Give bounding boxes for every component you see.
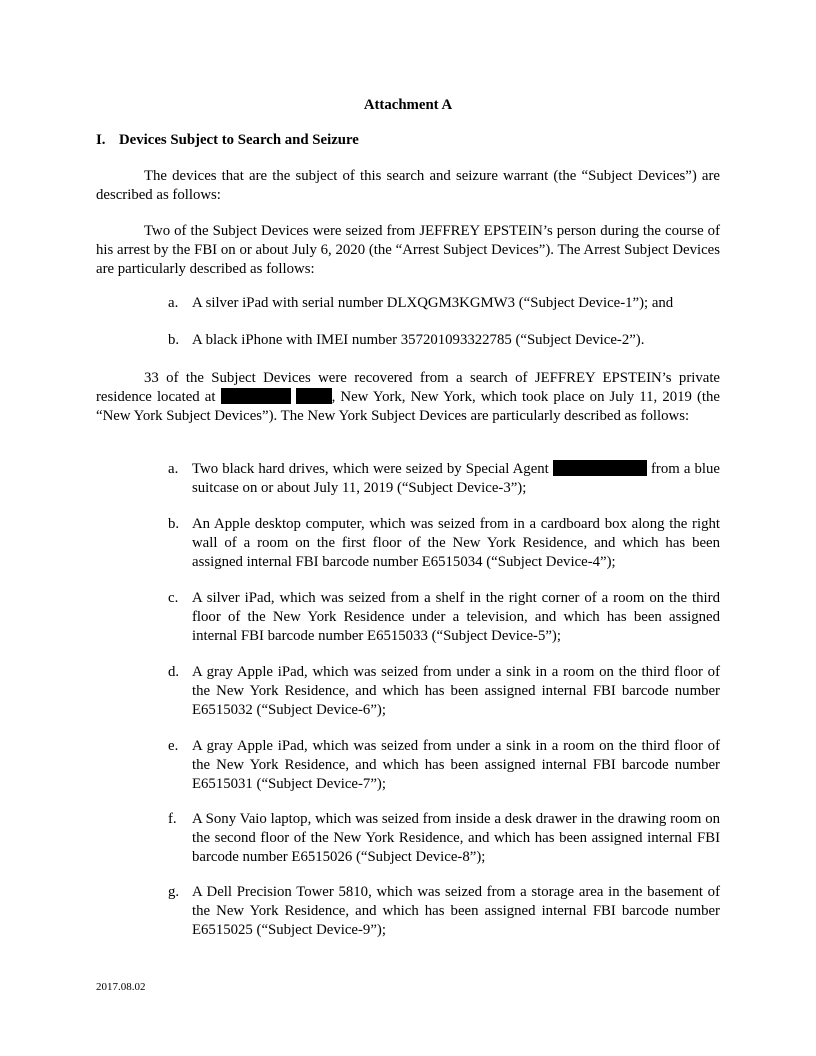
list-item-label: g. xyxy=(168,884,180,900)
list-item-text-before: Two black hard drives, which were seized by Special Agent xyxy=(192,461,553,477)
list-item-text: A Sony Vaio laptop, which was seized from inside a desk drawer in the drawing room on the second floor of the New York Residence, and which has been assigned internal FBI barcode number E6515026 (“Subject Device-8”); xyxy=(192,811,720,865)
footer-date: 2017.08.02 xyxy=(96,981,146,993)
redaction-block xyxy=(296,388,332,404)
section-number: I. xyxy=(96,132,106,148)
list-item-text: A gray Apple iPad, which was seized from under a sink in a room on the third floor of the New York Residence, and which has been assigned internal FBI barcode number E6515032 (“Subject Device-6”); xyxy=(192,664,720,718)
ny-paragraph-text-after: , New York, New York, which took place on July 11, 2019 (the “New York Subject Devices”). The New York Subject Devices are particularly described as follows: xyxy=(96,389,720,424)
list-item-label: a. xyxy=(168,295,179,311)
redaction-block xyxy=(221,388,291,404)
list-item-label: a. xyxy=(168,461,179,477)
section-heading xyxy=(96,131,359,150)
list-item-text: A Dell Precision Tower 5810, which was seized from a storage area in the basement of the New York Residence, and which has been assigned internal FBI barcode number E6515025 (“Subject Device-9”); xyxy=(192,884,720,938)
list-item-label: b. xyxy=(168,516,180,532)
list-item-text: A gray Apple iPad, which was seized from under a sink in a room on the third floor of the New York Residence, and which has been assigned internal FBI barcode number E6515031 (“Subject Device-7”); xyxy=(192,738,720,792)
list-item-text: An Apple desktop computer, which was seized from in a cardboard box along the right wall of a room on the first floor of the New York Residence, and which has been assigned internal FBI barcode number E6515034 (“Subject Device-4”); xyxy=(192,516,720,570)
intro-paragraph: The devices that are the subject of this search and seizure warrant (the “Subject Devices”) are described as follows: xyxy=(96,168,720,203)
arrest-devices-paragraph: Two of the Subject Devices were seized from JEFFREY EPSTEIN’s person during the course of his arrest by the FBI on or about July 6, 2020 (the “Arrest Subject Devices”). The Arrest Subject Devices are particularly described as follows: xyxy=(96,223,720,277)
redaction-block xyxy=(553,460,647,476)
ny-devices-paragraph xyxy=(96,369,720,426)
ny-paragraph-text-before: 33 of the Subject Devices were recovered from a search of JEFFREY EPSTEIN’s private residence located at xyxy=(96,370,720,405)
list-item-text: A silver iPad with serial number DLXQGM3KGMW3 (“Subject Device-1”); and xyxy=(192,295,674,311)
list-item-text-after: from a blue suitcase on or about July 11, 2019 (“Subject Device-3”); xyxy=(192,461,721,496)
list-item-label: d. xyxy=(168,664,180,680)
list-item-label: f. xyxy=(168,811,177,827)
list-item-text xyxy=(192,460,720,498)
document-page xyxy=(96,0,720,1056)
page-title: Attachment A xyxy=(363,97,453,113)
list-item-text: A silver iPad, which was seized from a shelf in the right corner of a room on the third floor of the New York Residence under a television, and which has been assigned internal FBI barcode number E6515033 (“Subject Device-5”); xyxy=(192,590,720,644)
list-item-label: b. xyxy=(168,332,180,348)
list-item-label: c. xyxy=(168,590,179,606)
list-item-text: A black iPhone with IMEI number 357201093322785 (“Subject Device-2”). xyxy=(192,332,645,348)
section-heading-text: Devices Subject to Search and Seizure xyxy=(119,132,359,148)
list-item-label: e. xyxy=(168,738,179,754)
